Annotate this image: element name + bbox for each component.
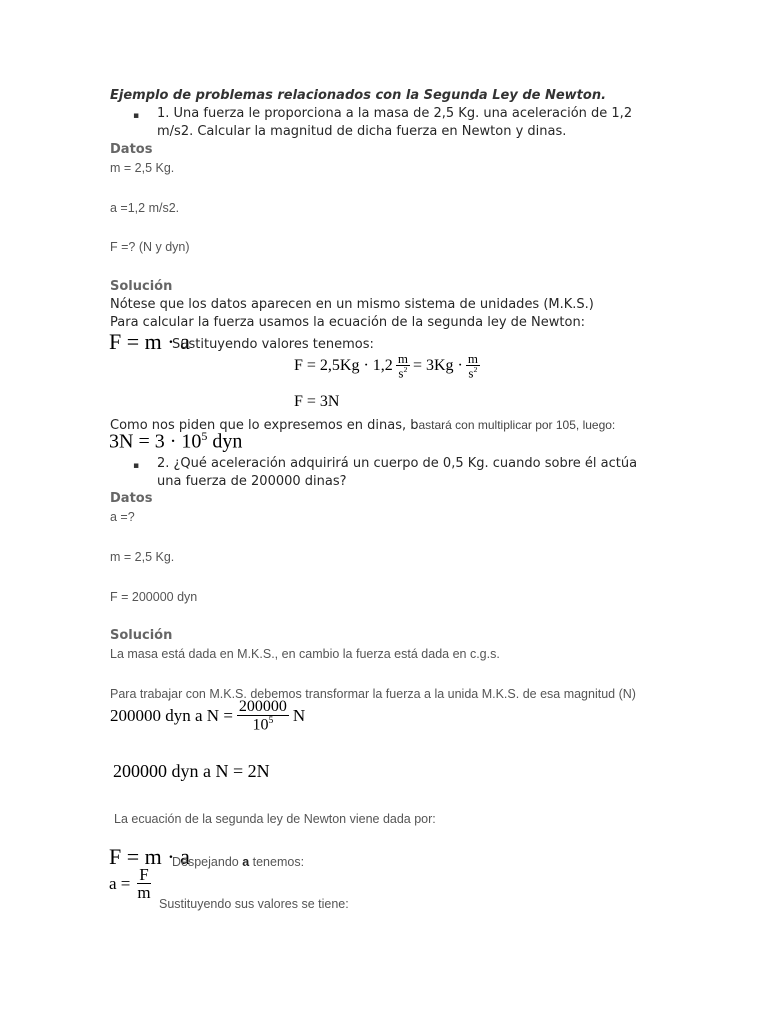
sustituyendo-text: Sustituyendo valores tenemos: [172,337,374,352]
problem1-text-line2: m/s2. Calcular la magnitud de dicha fuerza en Newton y dinas. [157,124,567,139]
dato2-masa: m = 2,5 Kg. [110,550,175,564]
eq-frac1-exp: 2 [403,365,408,374]
despejando-post: tenemos: [249,855,305,869]
equation-conversion [110,699,305,733]
formula-a-fraction [135,866,152,901]
conv-lhs: 200000 dyn a N = [110,706,233,726]
dyn-eq-exp: 5 [201,429,208,443]
eq-frac1-num: m [397,351,408,366]
dato2-aceleracion: a =? [110,510,135,524]
eq-frac2-exp: 2 [473,365,478,374]
datos-heading-2: Datos [110,491,153,506]
dyn-eq-base: 3N = 3 · 10 [109,430,202,453]
equation-result: F = 3N [294,393,340,410]
sustituyendo-text-2: Sustituyendo sus valores se tiene: [159,897,349,911]
bullet-icon: ▪ [133,111,140,121]
eq-mid: = 3Kg · [412,356,463,374]
despejando-text [172,855,304,869]
formula-f-ma-2: F = m · a [109,844,190,869]
solucion-heading: Solución [110,279,173,294]
conv-den-base: 10 [252,716,269,734]
page-title: Ejemplo de problemas relacionados con la Segunda Ley de Newton. [110,88,607,103]
solucion2-line2: Para trabajar con M.K.S. debemos transformar la fuerza a la unida M.K.S. de esa magnitud (N) [110,687,636,701]
conv-num: 200000 [238,698,287,715]
solucion2-line1: La masa está dada en M.K.S., en cambio la fuerza está dada en c.g.s. [110,647,500,661]
conv-den-exp: 5 [268,715,274,726]
conv-unit: N [292,706,306,726]
formula-a-f-m [109,866,153,901]
eq-frac2-den [466,366,479,379]
problem2-text-line1: 2. ¿Qué aceleración adquirirá un cuerpo de 0,5 Kg. cuando sobre él actúa [157,456,638,471]
eq-frac1-den-base: s [398,365,404,381]
bullet-icon: ▪ [133,461,140,471]
formula-a-num: F [139,865,149,884]
dyn-eq-unit: dyn [212,430,243,453]
conv-fraction [237,699,289,733]
solucion-heading-2: Solución [110,628,173,643]
eq-frac2-den-base: s [468,365,474,381]
eq-frac2-num: m [467,351,478,366]
eq-fraction-1 [396,352,410,379]
datos-heading: Datos [110,142,153,157]
solucion-line1: Nótese que los datos aparecen en un mismo sistema de unidades (M.K.S.) [110,297,594,312]
dinas-text-part1: Como nos piden que lo expresemos en dinas, b [110,418,419,433]
dinas-text-part2: astará con multiplicar por 105, luego: [418,418,616,432]
eq-fraction-2 [466,352,480,379]
equation-dinas [109,429,242,454]
eq-lhs: F = 2,5Kg · 1,2 [294,356,393,374]
formula-f-ma: F = m · a [109,329,190,354]
formula-a-den: m [137,883,151,902]
dato-fuerza: F =? (N y dyn) [110,240,190,254]
despejando-bold: a [242,855,250,869]
conversion-result: 200000 dyn a N = 2N [113,761,270,781]
problem2-text-line2: una fuerza de 200000 dinas? [157,474,347,489]
solucion-line2: Para calcular la fuerza usamos la ecuación de la segunda ley de Newton: [110,315,586,330]
dato2-fuerza: F = 200000 dyn [110,590,198,604]
equation-substitution [294,352,483,379]
despejando-pre: Despejando [172,855,243,869]
formula-a-lhs: a = [109,873,131,893]
eq-frac1-den [396,366,409,379]
problem1-text-line1: 1. Una fuerza le proporciona a la masa de 2,5 Kg. una aceleración de 1,2 [157,106,633,121]
dato-masa: m = 2,5 Kg. [110,161,175,175]
dato-aceleracion: a =1,2 m/s2. [110,201,180,215]
ecuacion-text: La ecuación de la segunda ley de Newton viene dada por: [114,812,436,826]
conv-den [251,716,276,733]
